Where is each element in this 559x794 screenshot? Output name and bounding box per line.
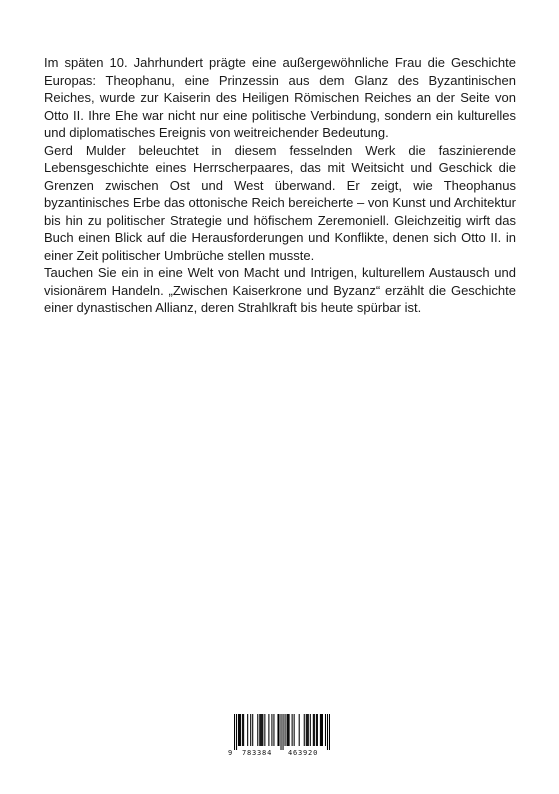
barcode-bar (262, 714, 263, 746)
barcode-bar (261, 714, 262, 746)
barcode-bar (240, 714, 241, 746)
barcode-bar (304, 714, 305, 746)
barcode-bars (234, 714, 330, 750)
barcode-bar (292, 714, 293, 746)
isbn-barcode (228, 714, 332, 759)
barcode-bar (239, 714, 240, 746)
barcode-bar (285, 714, 286, 746)
barcode-bar (236, 714, 237, 750)
barcode-bar (250, 714, 251, 746)
barcode-bar (325, 714, 326, 746)
barcode-bar (247, 714, 248, 746)
barcode-bar (287, 714, 288, 746)
barcode-right-digits: 463920 (288, 749, 319, 757)
barcode-bar (273, 714, 274, 746)
barcode-bar (268, 714, 269, 746)
blurb-paragraph-author: Gerd Mulder beleuchtet in diesem fesselnden Werk die faszinierende Lebensgeschichte eines Herrscherpaares, das mit Weitsicht und Geschick die Grenzen zwischen Ost und West überwand. Er zeigt, wie Theophanus byzantinisches Erbe das ottonische Reich bereicherte – von Kunst und Architektur bis hin zu politischer Strategie und höfischem Zeremoniell. Gleichzeitig wirft das Buch einen Blick auf die Herausforderungen und Konflikte, denen sich Otto II. in einer Zeit politischer Umbrüche stellen musste. (44, 142, 516, 263)
barcode-bar (316, 714, 317, 746)
barcode-bar (321, 714, 322, 746)
barcode-lead-digit: 9 (228, 749, 233, 757)
barcode-bar (329, 714, 330, 750)
blurb-paragraph-closing: Tauchen Sie ein in eine Welt von Macht und Intrigen, kulturellem Austausch und visionärem Handeln. „Zwischen Kaiserkrone und Byzanz“ erzählt die Geschichte einer dynastischen Allianz, deren Strahlkraft bis heute spürbar ist. (44, 265, 516, 315)
barcode-bar (283, 714, 284, 750)
barcode-bar (289, 714, 290, 746)
barcode-bar (271, 714, 272, 746)
barcode-bar (308, 714, 309, 746)
barcode-bar (278, 714, 279, 746)
barcode-bar (306, 714, 307, 746)
barcode-bar (259, 714, 260, 746)
barcode-bar (288, 714, 289, 746)
barcode-bar (327, 714, 328, 750)
barcode-bar (243, 714, 244, 746)
barcode-bar (260, 714, 261, 746)
barcode-bar (322, 714, 323, 746)
blurb-paragraph-intro: Im späten 10. Jahrhundert prägte eine außergewöhnliche Frau die Geschichte Europas: Theophanu, eine Prinzessin aus dem Glanz des Byzantinischen Reiches, wurde zur Kaiserin des Heiligen Römischen Reiches an der Seite von Otto II. Ihre Ehe war nicht nur eine politische Verbindung, sondern ein kulturelles und diplomatisches Ereignis von weitreichender Bedeutung. (44, 55, 516, 140)
barcode-bar (314, 714, 315, 746)
barcode-bar (317, 714, 318, 746)
barcode-bar (299, 714, 300, 746)
barcode-bar (294, 714, 295, 746)
barcode-bar (252, 714, 253, 746)
barcode-bar (280, 714, 281, 750)
barcode-bar (307, 714, 308, 746)
barcode-bar (313, 714, 314, 746)
blurb-text (44, 54, 516, 317)
barcode-bar (242, 714, 243, 746)
barcode-bar (277, 714, 278, 746)
barcode-bar (320, 714, 321, 746)
barcode-bar (257, 714, 258, 746)
barcode-bar (238, 714, 239, 746)
barcode-bar (310, 714, 311, 746)
barcode-bar (234, 714, 235, 750)
barcode-left-digits: 783384 (242, 749, 273, 757)
barcode-bar (264, 714, 265, 746)
